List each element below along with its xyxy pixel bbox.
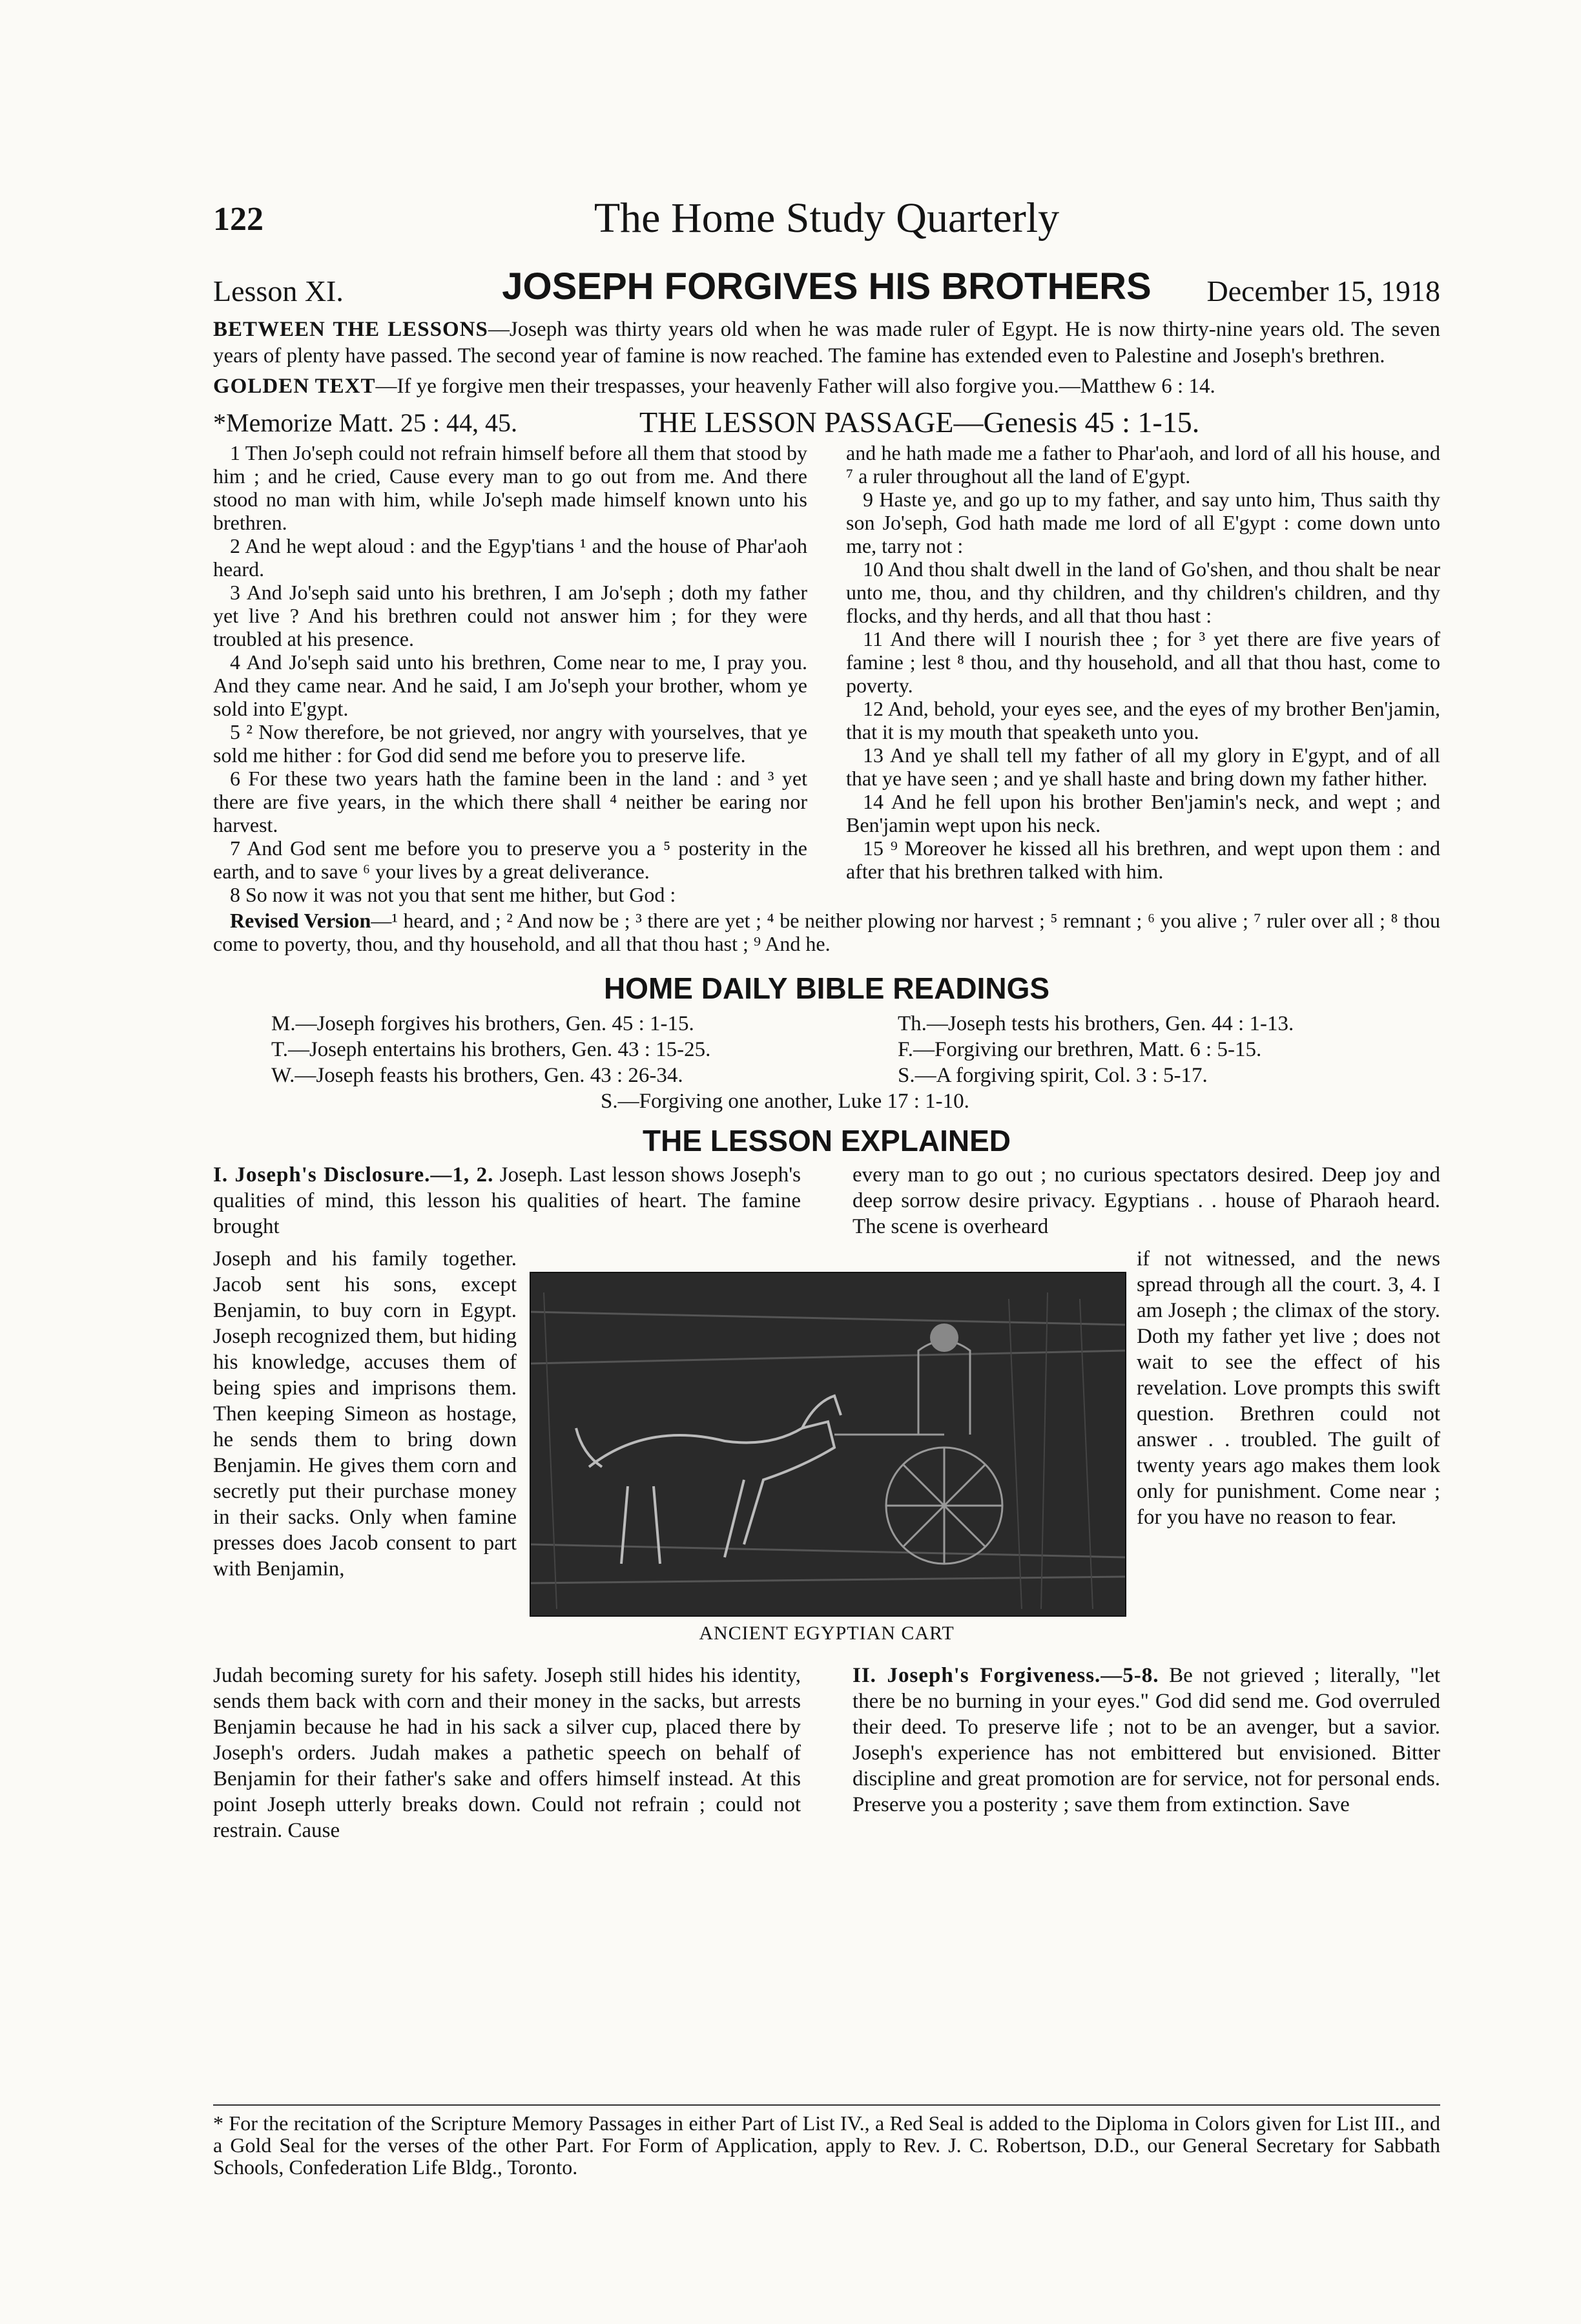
reading-wednesday: W.—Joseph feasts his brothers, Gen. 43 : 26-34. bbox=[271, 1064, 683, 1087]
forgiveness-text: Be not grieved ; literally, "let there be no burning in your eyes." God did send me. God overruled their deed. To preserve life ; not to be an avenger, but a savior. Joseph's experience has not embittered but envisioned. Bitter discipline and great promotion are for service, not for personal ends. Preserve you a posterity ; save them from extinction. Save bbox=[852, 1664, 1441, 1816]
explained-intro bbox=[213, 1162, 801, 1240]
lesson-number: Lesson XI. bbox=[213, 275, 344, 307]
reading-saturday: S.—A forgiving spirit, Col. 3 : 5-17. bbox=[898, 1064, 1208, 1087]
between-text: —Joseph was thirty years old when he was made ruler of Egypt. He is now thirty-nine years old. The seven years of plenty have passed. The second year of famine is now reached. The famine has extended even to Palestine and Joseph's brethren. bbox=[213, 318, 1441, 368]
passage-left-column bbox=[213, 441, 807, 906]
golden-text-body: —If ye forgive men their trespasses, your heavenly Father will also forgive you.—Matthew 6 : 14. bbox=[375, 375, 1215, 398]
explained-right-full bbox=[852, 1663, 1440, 1818]
daily-readings bbox=[213, 1011, 1440, 1121]
explained-right-narrow: if not witnessed, and the news spread through all the court. 3, 4. I am Joseph ; the climax of the story. Doth my father yet live ; does not wait to see the effect of his revelation. Love prompts this swift question. Brethren could not answer . . troubled. The guilt of twenty years ago makes them look only for punishment. Come near ; for you have no reason to fear. bbox=[1137, 1247, 1440, 1529]
passage-title: THE LESSON PASSAGE—Genesis 45 : 1-15. bbox=[639, 406, 1200, 439]
explained-left-narrow: Joseph and his family together. Jacob sent his sons, except Benjamin, to buy corn in Egypt. Joseph recognized them, but hiding his knowledge, accuses them of being spies and imprisons them. Then keeping Simeon as hostage, he sends them to bring down Benjamin. He gives them corn and secretly put their purchase money in their sacks. Only when famine presses does Jacob consent to part with Benjamin, bbox=[213, 1247, 517, 1581]
verse: 7 And God sent me before you to preserve you a ⁵ posterity in the earth, and to save ⁶ your lives by a great deliverance. bbox=[213, 836, 807, 883]
lesson-explained bbox=[213, 1162, 1441, 1842]
page bbox=[213, 194, 1441, 1842]
memorize-note: *Memorize Matt. 25 : 44, 45. bbox=[213, 408, 518, 437]
verse: and he hath made me a father to Phar'aoh, and lord of all his house, and ⁷ a ruler throughout all the land of E'gypt. bbox=[846, 441, 1440, 488]
revised-label: Revised Version bbox=[230, 909, 371, 932]
verse: 12 And, behold, your eyes see, and the eyes of my brother Ben'jamin, that it is my mouth that speaketh unto you. bbox=[846, 697, 1440, 743]
verse: 15 ⁹ Moreover he kissed all his brethren, and wept upon them : and after that his brethren talked with him. bbox=[846, 836, 1440, 883]
explained-title: THE LESSON EXPLAINED bbox=[643, 1124, 1011, 1157]
lesson-date: December 15, 1918 bbox=[1206, 275, 1440, 307]
verse: 14 And he fell upon his brother Ben'jamin's neck, and wept ; and Ben'jamin wept upon his neck. bbox=[846, 790, 1440, 836]
egyptian-cart-illustration bbox=[530, 1272, 1126, 1617]
cart-engraving-icon bbox=[531, 1273, 1125, 1615]
figure-caption: ANCIENT EGYPTIAN CART bbox=[699, 1623, 955, 1644]
between-label: BETWEEN THE LESSONS bbox=[213, 318, 488, 341]
reading-thursday: Th.—Joseph tests his brothers, Gen. 44 : 1-13. bbox=[898, 1012, 1294, 1035]
verse: 5 ² Now therefore, be not grieved, nor angry with yourselves, that ye sold me hither : for God did send me before you to preserve life. bbox=[213, 720, 807, 767]
lesson-heading bbox=[213, 265, 1440, 316]
explained-right-top: every man to go out ; no curious spectators desired. Deep joy and deep sorrow desire privacy. Egyptians . . house of Pharaoh heard. The scene is overheard bbox=[852, 1163, 1440, 1238]
intro-text: Joseph. Last lesson shows Joseph's qualities of mind, this lesson his qualities of heart. The famine brought bbox=[213, 1163, 801, 1238]
section-heading-1: I. Joseph's Disclosure.—1, 2. bbox=[213, 1163, 494, 1187]
footnote: * For the recitation of the Scripture Memory Passages in either Part of List IV., a Red Seal is added to the Diploma in Colors given for List III., and a Gold Seal for the verses of the other Part. For Form of Application, apply to Rev. J. C. Robertson, D.D., our General Secretary for Sabbath Schools, Confederation Life Bldg., Toronto. bbox=[213, 2111, 1440, 2179]
between-the-lessons bbox=[213, 316, 1440, 369]
section-heading-2: II. Joseph's Forgiveness.—5-8. bbox=[852, 1664, 1159, 1687]
passage-right-column bbox=[846, 441, 1440, 906]
footnote-rule bbox=[213, 2104, 1440, 2106]
verse: 6 For these two years hath the famine been in the land : and ³ yet there are five years, in the which there shall ⁴ neither be earing nor harvest. bbox=[213, 767, 807, 836]
running-header bbox=[213, 194, 1440, 252]
verse: 11 And there will I nourish thee ; for ³ yet there are five years of famine ; lest ⁸ thou, and thy household, and all that thou hast, come to poverty. bbox=[846, 627, 1440, 697]
lesson-passage bbox=[213, 441, 1440, 906]
verse: 4 And Jo'seph said unto his brethren, Come near to me, I pray you. And they came near. And he said, I am Jo'seph your brother, whom ye sold into E'gypt. bbox=[213, 650, 807, 720]
verse: 13 And ye shall tell my father of all my glory in E'gypt, and of all that ye have seen ; and ye shall haste and bring down my father hither. bbox=[846, 743, 1440, 790]
readings-title: HOME DAILY BIBLE READINGS bbox=[603, 971, 1050, 1005]
explained-left-full: Judah becoming surety for his safety. Joseph still hides his identity, sends them back with corn and their money in the sacks, but arrests Benjamin because he had in his sack a silver cup, placed there by Joseph's orders. Judah makes a pathetic speech on behalf of Benjamin for their father's sake and offers himself instead. At this point Joseph utterly breaks down. Could not refrain ; could not restrain. Cause bbox=[213, 1664, 801, 1842]
verse: 8 So now it was not you that sent me hither, but God : bbox=[230, 883, 676, 906]
reading-tuesday: T.—Joseph entertains his brothers, Gen. 43 : 15-25. bbox=[271, 1038, 711, 1061]
reading-monday: M.—Joseph forgives his brothers, Gen. 45 : 1-15. bbox=[271, 1012, 694, 1035]
golden-text bbox=[213, 373, 1440, 400]
revised-text: —¹ heard, and ; ² And now be ; ³ there are yet ; ⁴ be neither plowing nor harvest ; ⁵ remnant ; ⁶ you alive ; ⁷ ruler over all ; ⁸ thou come to poverty, thou, and thy household, and all that thou hast ; ⁹ And he. bbox=[213, 909, 1441, 955]
verse: 10 And thou shalt dwell in the land of Go'shen, and thou shalt be near unto me, thou, and thy children, and thy children's children, and thy flocks, and thy herds, and all that thou hast : bbox=[846, 557, 1440, 627]
passage-heading bbox=[213, 405, 1440, 441]
revised-version-note bbox=[213, 909, 1440, 955]
verse: 9 Haste ye, and go up to my father, and say unto him, Thus saith thy son Jo'seph, God hath made me lord of all E'gypt : come down unto me, tarry not : bbox=[846, 488, 1440, 557]
page-number: 122 bbox=[213, 201, 264, 238]
golden-label: GOLDEN TEXT bbox=[213, 375, 376, 398]
verse: 2 And he wept aloud : and the Egyp'tians ¹ and the house of Phar'aoh heard. bbox=[213, 534, 807, 581]
verse: 1 Then Jo'seph could not refrain himself before all them that stood by him ; and he cried, Cause every man to go out from me. And there stood no man with him, while Jo'seph made himself known unto his brethren. bbox=[213, 441, 807, 534]
verse: 3 And Jo'seph said unto his brethren, I am Jo'seph ; doth my father yet live ? And his brethren could not answer him ; for they were troubled at his presence. bbox=[213, 581, 807, 650]
journal-title: The Home Study Quarterly bbox=[594, 194, 1060, 242]
lesson-title: JOSEPH FORGIVES HIS BROTHERS bbox=[502, 265, 1152, 307]
reading-friday: F.—Forgiving our brethren, Matt. 6 : 5-15. bbox=[898, 1038, 1262, 1061]
reading-sunday: S.—Forgiving one another, Luke 17 : 1-10. bbox=[601, 1090, 969, 1113]
